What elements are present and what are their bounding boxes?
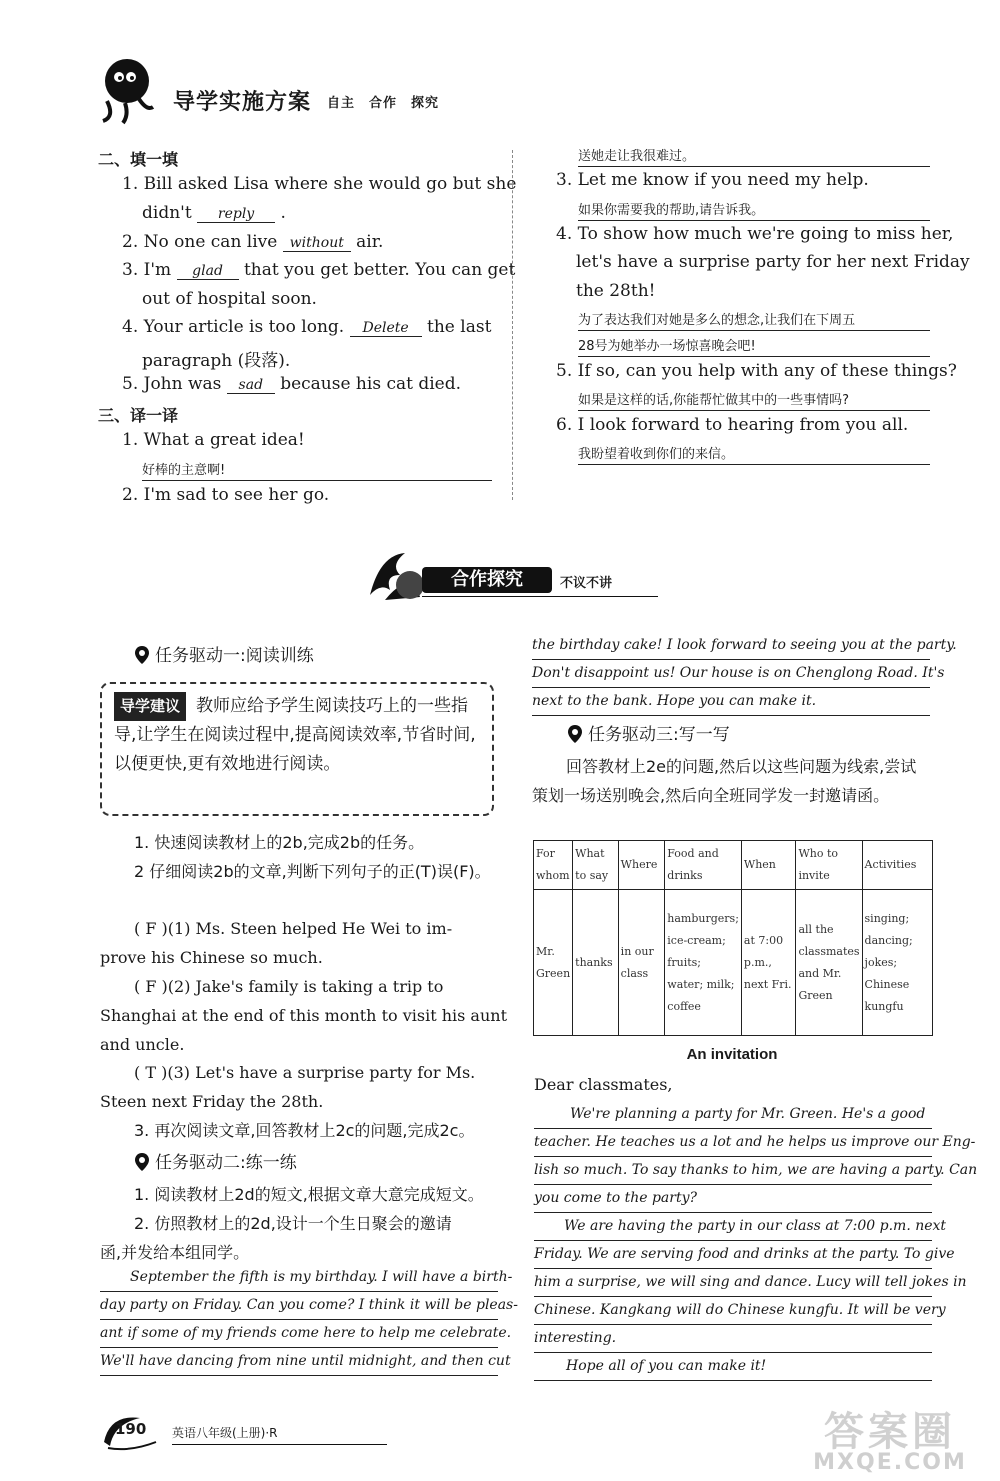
fill-answer: glad (177, 263, 239, 280)
answer-line: September the fifth is my birthday. I will have a birth- (100, 1264, 498, 1292)
fill-item-line: paragraph (段落). (142, 351, 291, 371)
letter-line: We are having the party in our class at 7:00 p.m. next (534, 1213, 932, 1241)
table-cell: singing; dancing; jokes; Chinese kungfu (862, 890, 932, 1036)
fill-item-line (122, 232, 383, 252)
fill-item-line (122, 260, 515, 280)
section-heading-translate: 三、译一译 (98, 406, 179, 425)
answer-line: the birthday cake! I look forward to seeing you at the party. (532, 632, 930, 660)
table-cell: Mr. Green (534, 890, 573, 1036)
translate-zh: 如果是这样的话,你能帮忙做其中的一些事情吗? (578, 389, 930, 411)
column-divider (512, 150, 513, 500)
fill-answer: sad (227, 377, 275, 394)
tf-item: ( T )(3) Let's have a surprise party for Ms. Steen next Friday the 28th. (100, 1058, 500, 1116)
letter-line: you come to the party? (534, 1185, 932, 1213)
watermark (790, 1400, 990, 1478)
table-cell: at 7:00 p.m., next Fri. (741, 890, 796, 1036)
translate-zh: 为了表达我们对她是多么的想念,让我们在下周五 (578, 309, 930, 331)
table-header-row (534, 841, 933, 890)
answer-line: day party on Friday. Can you come? I think it will be pleas- (100, 1292, 498, 1320)
tf-text: Shanghai at the end of this month to visit his aunt (100, 1006, 508, 1025)
fill-suffix: because his cat died. (274, 374, 462, 394)
table-cell: all the classmates and Mr. Green (796, 890, 862, 1036)
fill-item-line: out of hospital soon. (142, 289, 317, 309)
page-number: 190 (115, 1420, 147, 1438)
banner-rule (422, 596, 658, 597)
fill-item-line: 1. Bill asked Lisa where she would go but she (122, 174, 517, 194)
task2-step: 2. 仿照教材上的2d,设计一个生日聚会的邀请 (134, 1214, 452, 1233)
translate-zh: 如果你需要我的帮助,请告诉我。 (578, 199, 930, 221)
table-header-cell: Who to invite (796, 841, 862, 890)
watermark-url: MXQE.COM (813, 1450, 967, 1475)
mascot-icon (95, 55, 157, 125)
footer-rule (172, 1444, 387, 1445)
translate-en: 4. To show how much we're going to miss her, (556, 224, 954, 244)
letter-line: Chinese. Kangkang will do Chinese kungfu. It will be very (534, 1297, 932, 1325)
translate-zh: 好棒的主意啊! (142, 459, 492, 481)
fill-prefix: 2. No one can live (122, 232, 283, 252)
section-heading-fill: 二、填一填 (98, 150, 179, 169)
letter-body (534, 1101, 978, 1381)
tf-text: (3) Let's have a surprise party for Ms. (167, 1063, 476, 1082)
table-cell: thanks (573, 890, 619, 1036)
header-tag: 合作 (369, 96, 398, 111)
translate-en: 1. What a great idea! (122, 430, 305, 450)
fill-prefix: 3. I'm (122, 260, 177, 280)
table-header-cell: Activities (862, 841, 932, 890)
fill-suffix: . (275, 203, 286, 223)
translate-en: let's have a surprise party for her next Friday (576, 252, 970, 272)
task3-title-text: 任务驱动三:写一写 (588, 725, 730, 745)
location-pin-icon (135, 646, 149, 664)
header-tags (327, 92, 453, 111)
advice-content (114, 692, 482, 779)
answer-line: We'll have dancing from nine until midnight, and then cut (100, 1348, 498, 1376)
header-title: 导学实施方案 (173, 90, 312, 115)
tf-text: (1) Ms. Steen helped He Wei to im- (167, 919, 453, 938)
tf-item: ( F )(1) Ms. Steen helped He Wei to im- prove his Chinese so much. (100, 914, 500, 972)
table-cell: hamburgers; ice-cream; fruits; water; milk; coffee (665, 890, 742, 1036)
tf-text: prove his Chinese so much. (100, 948, 323, 967)
task1-step: 3. 再次阅读文章,回答教材上2c的问题,完成2c。 (134, 1121, 475, 1140)
tf-text: and uncle. (100, 1035, 185, 1054)
page-header (95, 55, 995, 125)
task2-answer-cont (532, 632, 957, 716)
fill-item-line (142, 203, 286, 223)
translate-zh: 我盼望着收到你们的来信。 (578, 443, 930, 465)
fill-answer: without (283, 235, 351, 252)
section-banner (360, 545, 660, 605)
fill-prefix: 5. John was (122, 374, 227, 394)
fill-item-line (122, 374, 461, 394)
table-row (534, 890, 933, 1036)
fill-prefix: 4. Your article is too long. (122, 317, 350, 337)
tf-mark: F (145, 977, 157, 996)
tf-text: Steen next Friday the 28th. (100, 1092, 324, 1111)
answer-line: Don't disappoint us! Our house is on Chenglong Road. It's (532, 660, 930, 688)
fill-suffix: the last (421, 317, 492, 337)
table-header-cell: Where (618, 841, 665, 890)
letter-line: Friday. We are serving food and drinks at the party. To give (534, 1241, 932, 1269)
watermark-text: 答案圈 (824, 1409, 956, 1455)
translate-en: 5. If so, can you help with any of these things? (556, 361, 957, 381)
header-tag: 探究 (411, 96, 440, 111)
location-pin-icon (135, 1153, 149, 1171)
translate-zh: 28号为她举办一场惊喜晚会吧! (578, 335, 930, 357)
translate-en: 3. Let me know if you need my help. (556, 170, 869, 190)
tf-text: (2) Jake's family is taking a trip to (167, 977, 444, 996)
fill-answer: Delete (350, 320, 422, 337)
fill-item-line (122, 317, 491, 337)
table-header-cell: Food and drinks (665, 841, 742, 890)
fill-prefix: didn't (142, 203, 198, 223)
table-header-cell: For whom (534, 841, 573, 890)
fill-suffix: air. (350, 232, 384, 252)
task2-title (135, 1148, 297, 1173)
task3-title (568, 720, 730, 745)
answer-line: ant if some of my friends come here to help me celebrate. (100, 1320, 498, 1348)
letter-line: him a surprise, we will sing and dance. Lucy will tell jokes in (534, 1269, 932, 1297)
letter-line: interesting. (534, 1325, 932, 1353)
letter-line: lish so much. To say thanks to him, we are having a party. Can (534, 1157, 932, 1185)
tf-item: ( F )(2) Jake's family is taking a trip to Shanghai at the end of this month to visit his aunt and uncle. (100, 972, 500, 1059)
translate-en: 6. I look forward to hearing from you all. (556, 415, 909, 435)
task1-step: 2 仔细阅读2b的文章,判断下列句子的正(T)误(F)。 (134, 862, 491, 881)
task2-step: 函,并发给本组同学。 (100, 1243, 250, 1262)
header-tag: 自主 (327, 96, 356, 111)
advice-label: 导学建议 (114, 692, 186, 721)
letter-line: teacher. He teaches us a lot and he helps us improve our Eng- (534, 1129, 932, 1157)
banner-title: 合作探究 (422, 567, 552, 593)
advice-box (100, 682, 494, 816)
task1-title-text: 任务驱动一:阅读训练 (155, 646, 314, 666)
table-header-cell: When (741, 841, 796, 890)
tf-mark: F (145, 919, 157, 938)
task2-title-text: 任务驱动二:练一练 (155, 1153, 297, 1173)
answer-line: next to the bank. Hope you can make it. (532, 688, 930, 716)
fill-suffix: that you get better. You can get (238, 260, 516, 280)
fill-answer: reply (197, 206, 275, 223)
task2-answer (100, 1264, 518, 1376)
task1-title (135, 641, 314, 666)
table-cell: in our class (618, 890, 665, 1036)
task3-instructions: 回答教材上2e的问题,然后以这些问题为线索,尝试策划一场送别晚会,然后向全班同学发一封邀请函。 (532, 757, 917, 805)
letter-greeting: Dear classmates, (534, 1075, 673, 1094)
letter-title: An invitation (686, 1046, 778, 1063)
plan-table (533, 840, 933, 1036)
table-header-cell: What to say (573, 841, 619, 890)
translate-en: 2. I'm sad to see her go. (122, 485, 330, 505)
location-pin-icon (568, 725, 582, 743)
task1-step: 1. 快速阅读教材上的2b,完成2b的任务。 (134, 833, 425, 852)
translate-en: the 28th! (576, 281, 656, 301)
task2-step: 1. 阅读教材上2d的短文,根据文章大意完成短文。 (134, 1185, 484, 1204)
tf-mark: T (145, 1063, 156, 1082)
letter-line: Hope all of you can make it! (534, 1353, 932, 1381)
letter-line: We're planning a party for Mr. Green. He's a good (534, 1101, 932, 1129)
banner-sub: 不议不讲 (560, 576, 613, 591)
advice-text: 教师应给予学生阅读技巧上的一些指导,让学生在阅读过程中,提高阅读效率,节省时间,以便更快,更有效地进行阅读。 (114, 696, 476, 774)
book-title: 英语八年级(上册)·R (172, 1426, 278, 1440)
translate-zh: 送她走让我很难过。 (578, 145, 930, 167)
